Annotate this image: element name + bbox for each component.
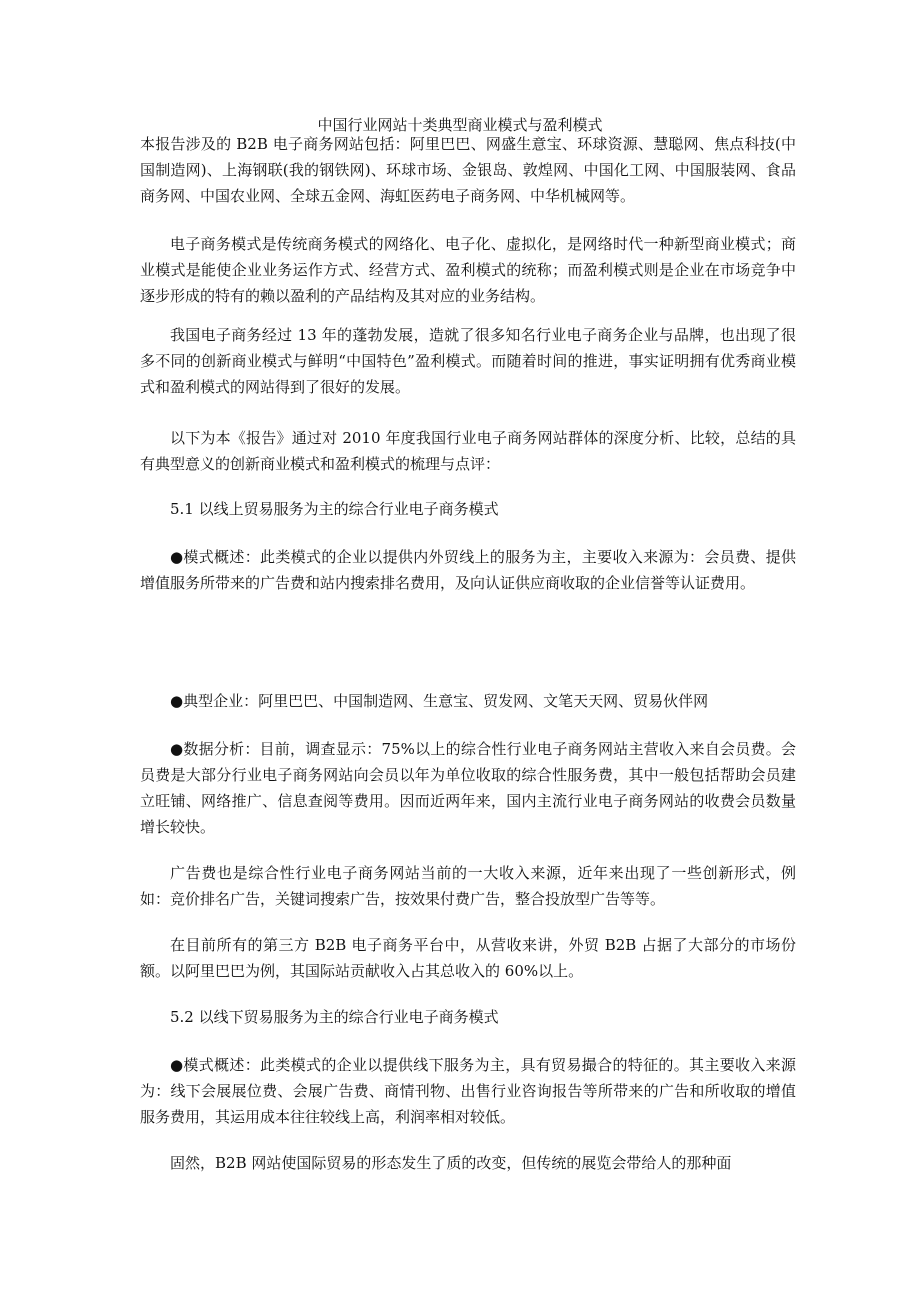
paragraph-b2b-market-share: 在目前所有的第三方 B2B 电子商务平台中，从营收来讲，外贸 B2B 占据了大部分的市场份额。以阿里巴巴为例，其国际站贡献收入占其总收入的 60%以上。 [140,936,796,980]
paragraph-5-1-overview: ●模式概述：此类模式的企业以提供内外贸线上的服务为主，主要收入来源为：会员费、提供增值服务所带来的广告费和站内搜索排名费用，及向认证供应商收取的企业信誉等认证费用。 [140,548,796,592]
paragraph-5-2-overview: ●模式概述：此类模式的企业以提供线下服务为主，具有贸易撮合的特征的。其主要收入来源为：线下会展展位费、会展广告费、商情刊物、出售行业咨询报告等所带来的广告和所收取的增值服务费用，其运用成本往往较线上高，利润率相对较低。 [140,1056,796,1126]
intro-paragraph: 本报告涉及的 B2B 电子商务网站包括：阿里巴巴、网盛生意宝、环球资源、慧聪网、焦点科技(中国制造网)、上海钢联(我的钢铁网)、环球市场、金银岛、敦煌网、中国化工网、中国服装网、食品商务网、中国农业网、全球五金网、海虹医药电子商务网、中华机械网等。 [140,135,796,205]
paragraph-5-1-data-analysis: ●数据分析：目前，调查显示：75%以上的综合性行业电子商务网站主营收入来自会员费。会员费是大部分行业电子商务网站向会员以年为单位收取的综合性服务费，其中一般包括帮助会员建立旺铺、网络推广、信息查阅等费用。因而近两年来，国内主流行业电子商务网站的收费会员数量增长较快。 [140,740,796,836]
section-heading-5-2: 5.2 以线下贸易服务为主的综合行业电子商务模式 [170,1008,499,1026]
paragraph-ecommerce-model: 电子商务模式是传统商务模式的网络化、电子化、虚拟化，是网络时代一种新型商业模式；商业模式是能使企业业务运作方式、经营方式、盈利模式的统称；而盈利模式则是企业在市场竞争中逐步形成的特有的赖以盈利的产品结构及其对应的业务结构。 [140,235,796,305]
paragraph-advertising-fees: 广告费也是综合性行业电子商务网站当前的一大收入来源，近年来出现了一些创新形式，例如：竞价排名广告，关键词搜索广告，按效果付费广告，整合投放型广告等等。 [140,864,796,908]
section-heading-5-1: 5.1 以线上贸易服务为主的综合行业电子商务模式 [170,500,499,518]
document-title: 中国行业网站十类典型商业模式与盈利模式 [317,116,603,134]
paragraph-trade-shows: 固然，B2B 网站使国际贸易的形态发生了质的改变，但传统的展览会带给人的那种面 [170,1154,732,1172]
paragraph-development: 我国电子商务经过 13 年的蓬勃发展，造就了很多知名行业电子商务企业与品牌，也出现了很多不同的创新商业模式与鲜明“中国特色”盈利模式。而随着时间的推进，事实证明拥有优秀商业模式和盈利模式的网站得到了很好的发展。 [140,326,796,396]
paragraph-report-summary: 以下为本《报告》通过对 2010 年度我国行业电子商务网站群体的深度分析、比较，总结的具有典型意义的创新商业模式和盈利模式的梳理与点评： [140,429,796,473]
paragraph-5-1-typical-companies: ●典型企业：阿里巴巴、中国制造网、生意宝、贸发网、文笔天天网、贸易伙伴网 [170,692,709,710]
